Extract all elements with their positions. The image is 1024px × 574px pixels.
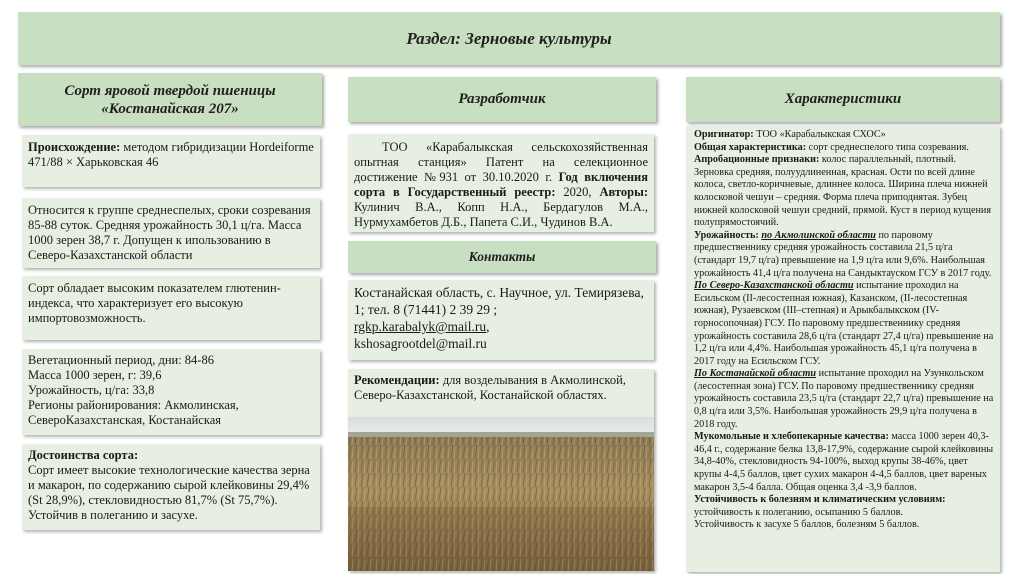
variety-title-line-2: «Костанайская 207»: [101, 100, 239, 117]
general-text: сорт среднеспелого типа созревания.: [806, 141, 969, 153]
originator-label: Оригинатор:: [694, 129, 754, 140]
developer-text-3: Кулинич В.А., Копп Н.А., Бердагулов М.А., Нурмухамбетов Д.Б., Папета С.И., Чудинов В.А.: [354, 200, 648, 229]
param-regions: Регионы районирования: Акмолинская, СевероКазахстанская, Костанайская: [28, 398, 239, 427]
recommend-label: Рекомендации:: [354, 373, 440, 387]
variety-title-line-1: Сорт яровой твердой пшеницы: [64, 82, 276, 99]
quality-text: масса 1000 зерен 40,3-46,4 г., содержание белка 13,8-17,9%, содержание сырой клейковины 34,8-40%, стекловидность 94-100%, выход крупы 38-46%, цвет крупы 4-4,5 баллов, цвет сухих макарон 4-4,5 баллов, цвет вареных макарон 3,5-4 балла. Общая оценка 3,4 -3,9 баллов.: [694, 431, 994, 493]
developer-header-text: Разработчик: [458, 91, 546, 107]
contacts-header: [348, 241, 656, 273]
originator-text: ТОО «Карабалыкская СХОС»: [753, 129, 886, 140]
developer-panel: [348, 134, 654, 232]
resistance-text-1: устойчивость к полеганию, осыпанию 5 баллов.: [694, 506, 903, 518]
authors-label: Авторы:: [599, 185, 649, 199]
section-title: Раздел: Зерновые культуры: [406, 28, 612, 48]
yield-row-akmola: [694, 230, 994, 280]
resistance-row: [694, 494, 994, 519]
characteristics-header-text: Характеристики: [784, 91, 902, 107]
origin-text: методом гибридизации Hordeiforme 471/88 × Харьковская 46: [28, 140, 314, 169]
developer-header: [348, 77, 656, 122]
yield-region-kostanay: По Костанайской области: [694, 368, 817, 380]
yield-label: Урожайность:: [694, 229, 759, 241]
characteristics-header: [686, 77, 1000, 122]
section-title-bar: [18, 12, 1000, 65]
contacts-address: Костанайская область, с. Научное, ул. Темирязева, 1; тел. 8 (71441) 2 39 29 ;: [354, 285, 644, 317]
recommend-text: для возделывания в Акмолинской, Северо-Казахстанской, Костанайской областях.: [354, 373, 626, 402]
resistance-label: Устойчивость к болезням и климатическим условиям:: [694, 494, 946, 506]
developer-text-2: 2020,: [555, 185, 600, 199]
yield-text-kostanay: испытание проходил на Узункольском (лесостепная зона) ГСУ. По паровому предшественнику средняя урожайность составила 23,5 ц/га (стандарт 22,7 ц/га) превышение на 0,8 ц/га или 3,5%. Наибольшая урожайность 29,9 ц/га получена в 2018 году.: [694, 368, 994, 430]
characteristics-panel: [686, 126, 1000, 572]
yield-region-akmola: по Акмолинской области: [761, 229, 876, 241]
yield-text-akmola: по паровому предшественнику средняя урожайность составила 21,5 ц/га (стандарт 19,7 ц/га) превышение на 1,9 ц/га или 9,6%. Наибольшая урожайность 41,4 ц/га получена на Сандыктауском ГСУ в 2017 году.: [694, 229, 992, 279]
wheat-field-photo: [348, 417, 654, 571]
origin-panel: [22, 135, 320, 187]
approbation-text: колос параллельный, плотный. Зерновка средняя, полуудлиненная, красная. Ости по всей длине колоса, светло-коричневые, длиннее колоса. Ширина плеча нижней колосковой чешуи – средняя. Форма плеча приподнятая. Зубец нижней колосковой чешуи средний, прямой. Куст в период кущения полупрямостоячий.: [694, 154, 992, 229]
gluten-panel: [22, 276, 320, 340]
contacts-panel: Костанайская область, с. Научное, ул. Темирязева, 1; тел. 8 (71441) 2 39 29 ; rgkp.karabalyk@mail.ru, kshosagrootdel@mail.ru: [348, 280, 654, 360]
email-link-primary[interactable]: rgkp.karabalyk@mail.ru: [354, 319, 487, 334]
recommendation-panel: [348, 369, 654, 571]
general-row: [694, 142, 994, 155]
quality-label: Мукомольные и хлебопекарные качества:: [694, 431, 889, 443]
param-yield: Урожайность, ц/га: 33,8: [28, 383, 155, 397]
yield-row-north-kz: [694, 280, 994, 368]
parameters-panel: [22, 349, 320, 435]
merits-panel: [22, 444, 320, 530]
yield-text-north-kz: испытание проходил на Есильском (II-лесостепная южная), Казанском, (II-лесостепная южная), Рузаевском (III–степная) и Арыкбалыкском (IV-горносопочная) ГСУ. По паровому предшественнику средняя урожайность составила 28,6 ц/га (стандарт 27,4 ц/га) превышение на 1,2 ц/га или 4,4%. Наибольшая урожайность 45,1 ц/га получена в 2017 году на Есильском ГСУ.: [694, 280, 994, 367]
param-mass: Масса 1000 зерен, г: 39,6: [28, 368, 162, 382]
quality-row: [694, 431, 994, 494]
contacts-header-text: Контакты: [468, 249, 536, 264]
wheat-field-image: [348, 417, 654, 571]
developer-text-1: ТОО «Карабалыкская сельскохозяйственная опытная станция» Патент на селекционное достижение №931 от 30.10.2020 г.: [354, 140, 648, 184]
gluten-text: Сорт обладает высоким показателем глютенин-индекса, что характеризует его высокую импортовозможность.: [28, 281, 281, 325]
merits-text: Сорт имеет высокие технологические качества зерна и макарон, по содержанию сырой клейковины 29,4% (St 28,9%), стекловидностью 81,7% (St 75,7%). Устойчив в полеганию и засухе.: [28, 463, 310, 522]
group-text: Относится к группе среднеспелых, сроки созревания 85-88 суток. Средняя урожайность 30,1 ц/га. Масса 1000 зерен 38,7 г. Допущен к ипользованию в Северо-Казахстанской области: [28, 203, 311, 262]
originator-row: [694, 129, 994, 142]
group-panel: [22, 198, 320, 268]
register-year-label: Год включения сорта в Государственный реестр:: [354, 170, 648, 199]
resistance-row-2: Устойчивость к засухе 5 баллов, болезням 5 баллов.: [694, 519, 920, 531]
origin-label: Происхождение:: [28, 140, 121, 154]
yield-region-north-kz: По Северо-Казахстанской области: [694, 280, 854, 292]
approbation-label: Апробационные признаки:: [694, 154, 820, 166]
general-label: Общая характеристика:: [694, 141, 807, 153]
variety-title-header: [18, 73, 322, 126]
merits-label: Достоинства сорта:: [28, 448, 139, 462]
yield-row-kostanay: [694, 368, 994, 431]
approbation-row: [694, 154, 994, 230]
email-secondary: kshosagrootdel@mail.ru: [354, 336, 487, 351]
param-vegetation: Вегетационный период, дни: 84-86: [28, 353, 214, 367]
